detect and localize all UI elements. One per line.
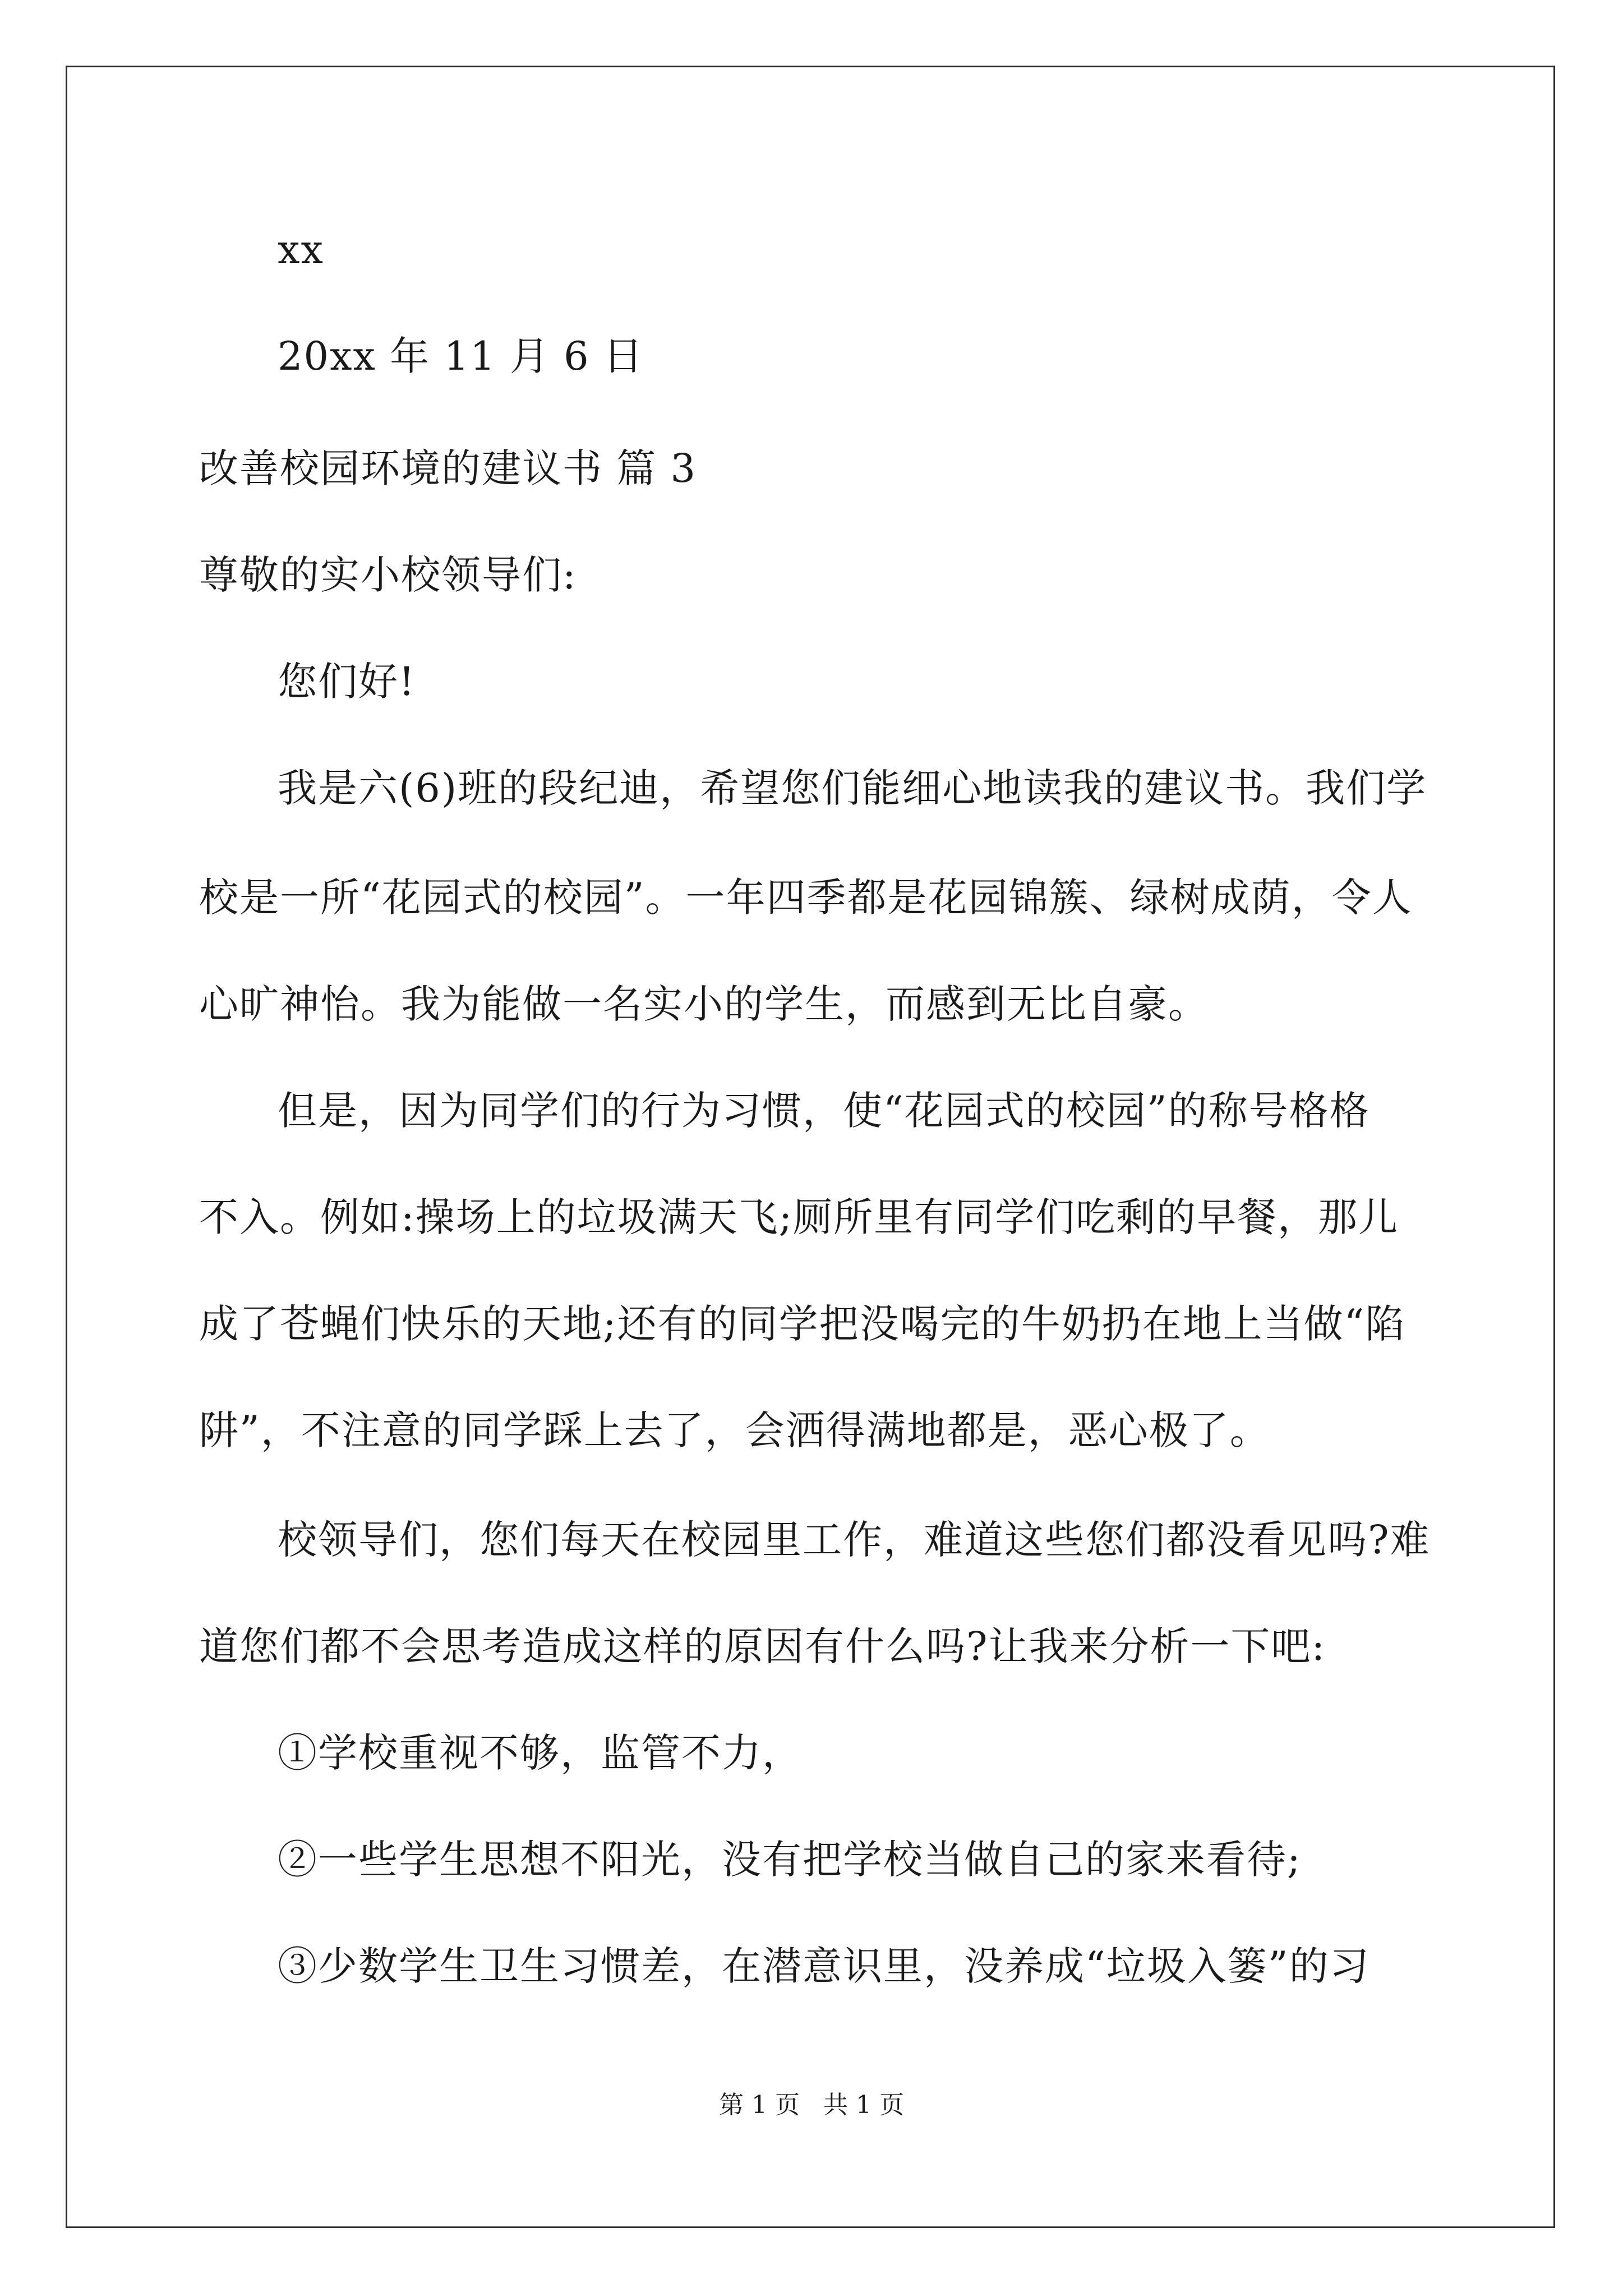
body-line: 心旷神怡。我为能做一名实小的学生，而感到无比自豪。	[199, 981, 1209, 1027]
list-item: ②一些学生思想不阳光，没有把学校当做自己的家来看待;	[278, 1837, 1302, 1883]
page-border	[66, 66, 1555, 2228]
body-line: 但是，因为同学们的行为习惯，使“花园式的校园”的称号格格	[278, 1088, 1370, 1134]
signature: xx	[278, 227, 324, 273]
body-line: 不入。例如:操场上的垃圾满天飞;厕所里有同学们吃剩的早餐，那儿	[199, 1194, 1399, 1240]
greeting: 您们好!	[278, 659, 416, 705]
body-line: 校是一所“花园式的校园”。一年四季都是花园锦簇、绿树成荫，令人	[199, 875, 1413, 921]
body-line: 我是六(6)班的段纪迪，希望您们能细心地读我的建议书。我们学	[278, 765, 1427, 811]
body-line: 成了苍蝇们快乐的天地;还有的同学把没喝完的牛奶扔在地上当做“陷	[199, 1301, 1406, 1347]
body-line: 阱”，不注意的同学踩上去了，会洒得满地都是，恶心极了。	[199, 1407, 1270, 1453]
salutation: 尊敬的实小校领导们:	[199, 552, 577, 598]
body-line: 道您们都不会思考造成这样的原因有什么吗?让我来分析一下吧:	[199, 1623, 1326, 1669]
list-item: ③少数学生卫生习惯差，在潜意识里，没养成“垃圾入篓”的习	[278, 1943, 1370, 1989]
letter-date: 20xx 年 11 月 6 日	[278, 333, 644, 379]
page-footer: 第 1 页 共 1 页	[719, 2091, 904, 2119]
section-title: 改善校园环境的建议书 篇 3	[199, 445, 697, 491]
list-item: ①学校重视不够，监管不力，	[278, 1730, 803, 1776]
body-line: 校领导们，您们每天在校园里工作，难道这些您们都没看见吗?难	[278, 1517, 1431, 1563]
